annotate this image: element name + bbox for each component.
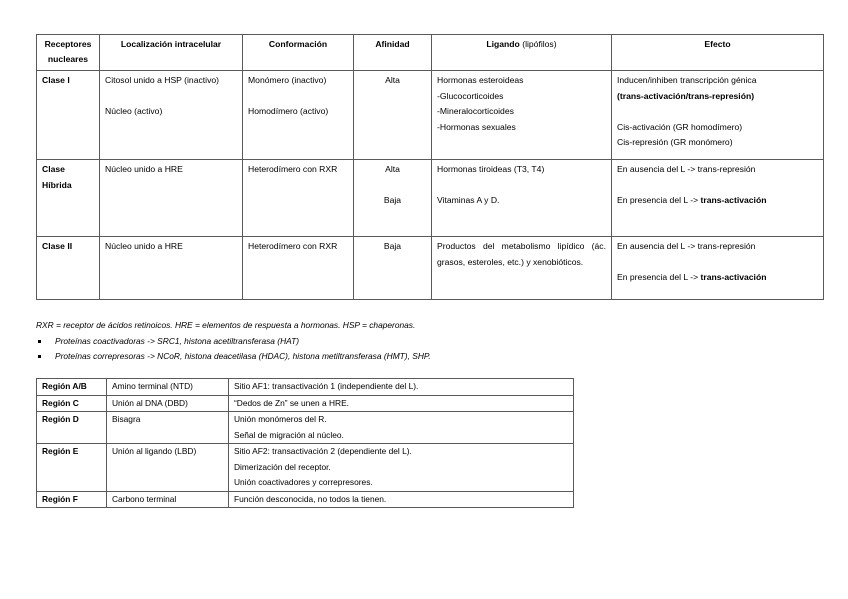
ligand-list-item: -Mineralocorticoides	[437, 106, 514, 116]
receptors-table	[36, 34, 824, 300]
hybrid-localization: Núcleo unido a HRE	[100, 160, 243, 237]
region-name: Amino terminal (NTD)	[107, 379, 229, 396]
class1-loc-2: Núcleo (activo)	[105, 106, 163, 116]
class1-conf-1: Monómero (inactivo)	[248, 75, 327, 85]
row-clase-hibrida	[37, 160, 824, 237]
header-ligando-note: (lipófilos)	[522, 39, 557, 49]
class2-localization: Núcleo unido a HRE	[100, 237, 243, 300]
region-name: Bisagra	[107, 412, 229, 444]
class1-localization	[100, 71, 243, 160]
class2-effect-2: En presencia del L -> trans-activación	[617, 272, 767, 282]
ligand-list-item: -Hormonas sexuales	[437, 121, 516, 132]
table-row	[37, 412, 574, 444]
hybrid-ligand	[432, 160, 612, 237]
region-function: Unión monómeros del R. Señal de migración al núcleo.	[229, 412, 574, 444]
region-function: “Dedos de Zn” se unen a HRE.	[229, 395, 574, 412]
class2-affinity: Baja	[354, 237, 432, 300]
bullet-square-icon	[38, 355, 41, 358]
hybrid-ligand-2: Vitaminas A y D.	[437, 195, 500, 205]
region-name: Carbono terminal	[107, 491, 229, 508]
hybrid-effect	[612, 160, 824, 237]
header-efecto: Efecto	[612, 35, 824, 71]
region-name: Unión al ligando (LBD)	[107, 444, 229, 492]
class2-effect-1: En ausencia del L -> trans-represión	[617, 241, 756, 251]
bullet-square-icon	[38, 340, 41, 343]
header-afinidad: Afinidad	[354, 35, 432, 71]
table-row	[37, 379, 574, 396]
class1-effect-2: (trans-activación/trans-represión)	[617, 90, 755, 101]
class1-conformation	[243, 71, 354, 160]
regions-table	[36, 378, 574, 508]
region-function: Función desconocida, no todos la tienen.	[229, 491, 574, 508]
class1-name: Clase I	[37, 71, 100, 160]
class1-affinity: Alta	[354, 71, 432, 160]
hybrid-name: Clase Híbrida	[37, 160, 100, 237]
header-conformacion: Conformación	[243, 35, 354, 71]
header-ligando-label: Ligando	[486, 39, 520, 49]
class1-effect	[612, 71, 824, 160]
class1-effect-4: Cis-represión (GR monómero)	[617, 137, 733, 147]
hybrid-conformation: Heterodímero con RXR	[243, 160, 354, 237]
bullet-coactivators: Proteínas coactivadoras -> SRC1, histona acetiltransferasa (HAT)	[36, 334, 431, 350]
header-ligando	[432, 35, 612, 71]
region-function: Sitio AF1: transactivación 1 (independiente del L).	[229, 379, 574, 396]
receptors-header-row	[37, 35, 824, 71]
region-name: Unión al DNA (DBD)	[107, 395, 229, 412]
header-localizacion: Localización intracelular	[100, 35, 243, 71]
class1-effect-1: Inducen/inhiben transcripción génica	[617, 75, 757, 85]
class2-ligand: Productos del metabolismo lipídico (ác. grasos, esteroles, etc.) y xenobióticos.	[432, 237, 612, 300]
class2-effect	[612, 237, 824, 300]
region-label: Región A/B	[37, 379, 107, 396]
region-label: Región C	[37, 395, 107, 412]
class1-effect-3: Cis-activación (GR homodímero)	[617, 121, 743, 132]
region-label: Región D	[37, 412, 107, 444]
region-function: Sitio AF2: transactivación 2 (dependiente del L). Dimerización del receptor. Unión coactivadores y correpresores.	[229, 444, 574, 492]
class1-ligand-title: Hormonas esteroideas	[437, 75, 524, 85]
table-row	[37, 395, 574, 412]
class2-conformation: Heterodímero con RXR	[243, 237, 354, 300]
region-label: Región F	[37, 491, 107, 508]
ligand-list-item: -Glucocorticoides	[437, 90, 504, 101]
notes	[36, 318, 431, 365]
class1-loc-1: Citosol unido a HSP (inactivo)	[105, 75, 220, 85]
hybrid-effect-1: En ausencia del L -> trans-represión	[617, 164, 756, 174]
row-clase-1	[37, 71, 824, 160]
header-receptores: Receptores nucleares	[37, 35, 100, 71]
table-row	[37, 491, 574, 508]
table-row	[37, 444, 574, 492]
bullet-corepressors: Proteínas correpresoras -> NCoR, histona deacetilasa (HDAC), histona metiltransferasa (HMT), SHP.	[36, 349, 431, 365]
hybrid-affinity-1: Alta	[385, 164, 400, 174]
class1-conf-2: Homodímero (activo)	[248, 106, 329, 116]
class1-ligand	[432, 71, 612, 160]
row-clase-2	[37, 237, 824, 300]
abbreviations-note: RXR = receptor de ácidos retinoicos. HRE = elementos de respuesta a hormonas. HSP = chaperonas.	[36, 320, 416, 330]
hybrid-effect-2: En presencia del L -> trans-activación	[617, 195, 767, 205]
hybrid-ligand-1: Hormonas tiroideas (T3, T4)	[437, 164, 545, 174]
region-label: Región E	[37, 444, 107, 492]
hybrid-affinity	[354, 160, 432, 237]
hybrid-affinity-2: Baja	[383, 195, 402, 205]
class2-name: Clase II	[37, 237, 100, 300]
